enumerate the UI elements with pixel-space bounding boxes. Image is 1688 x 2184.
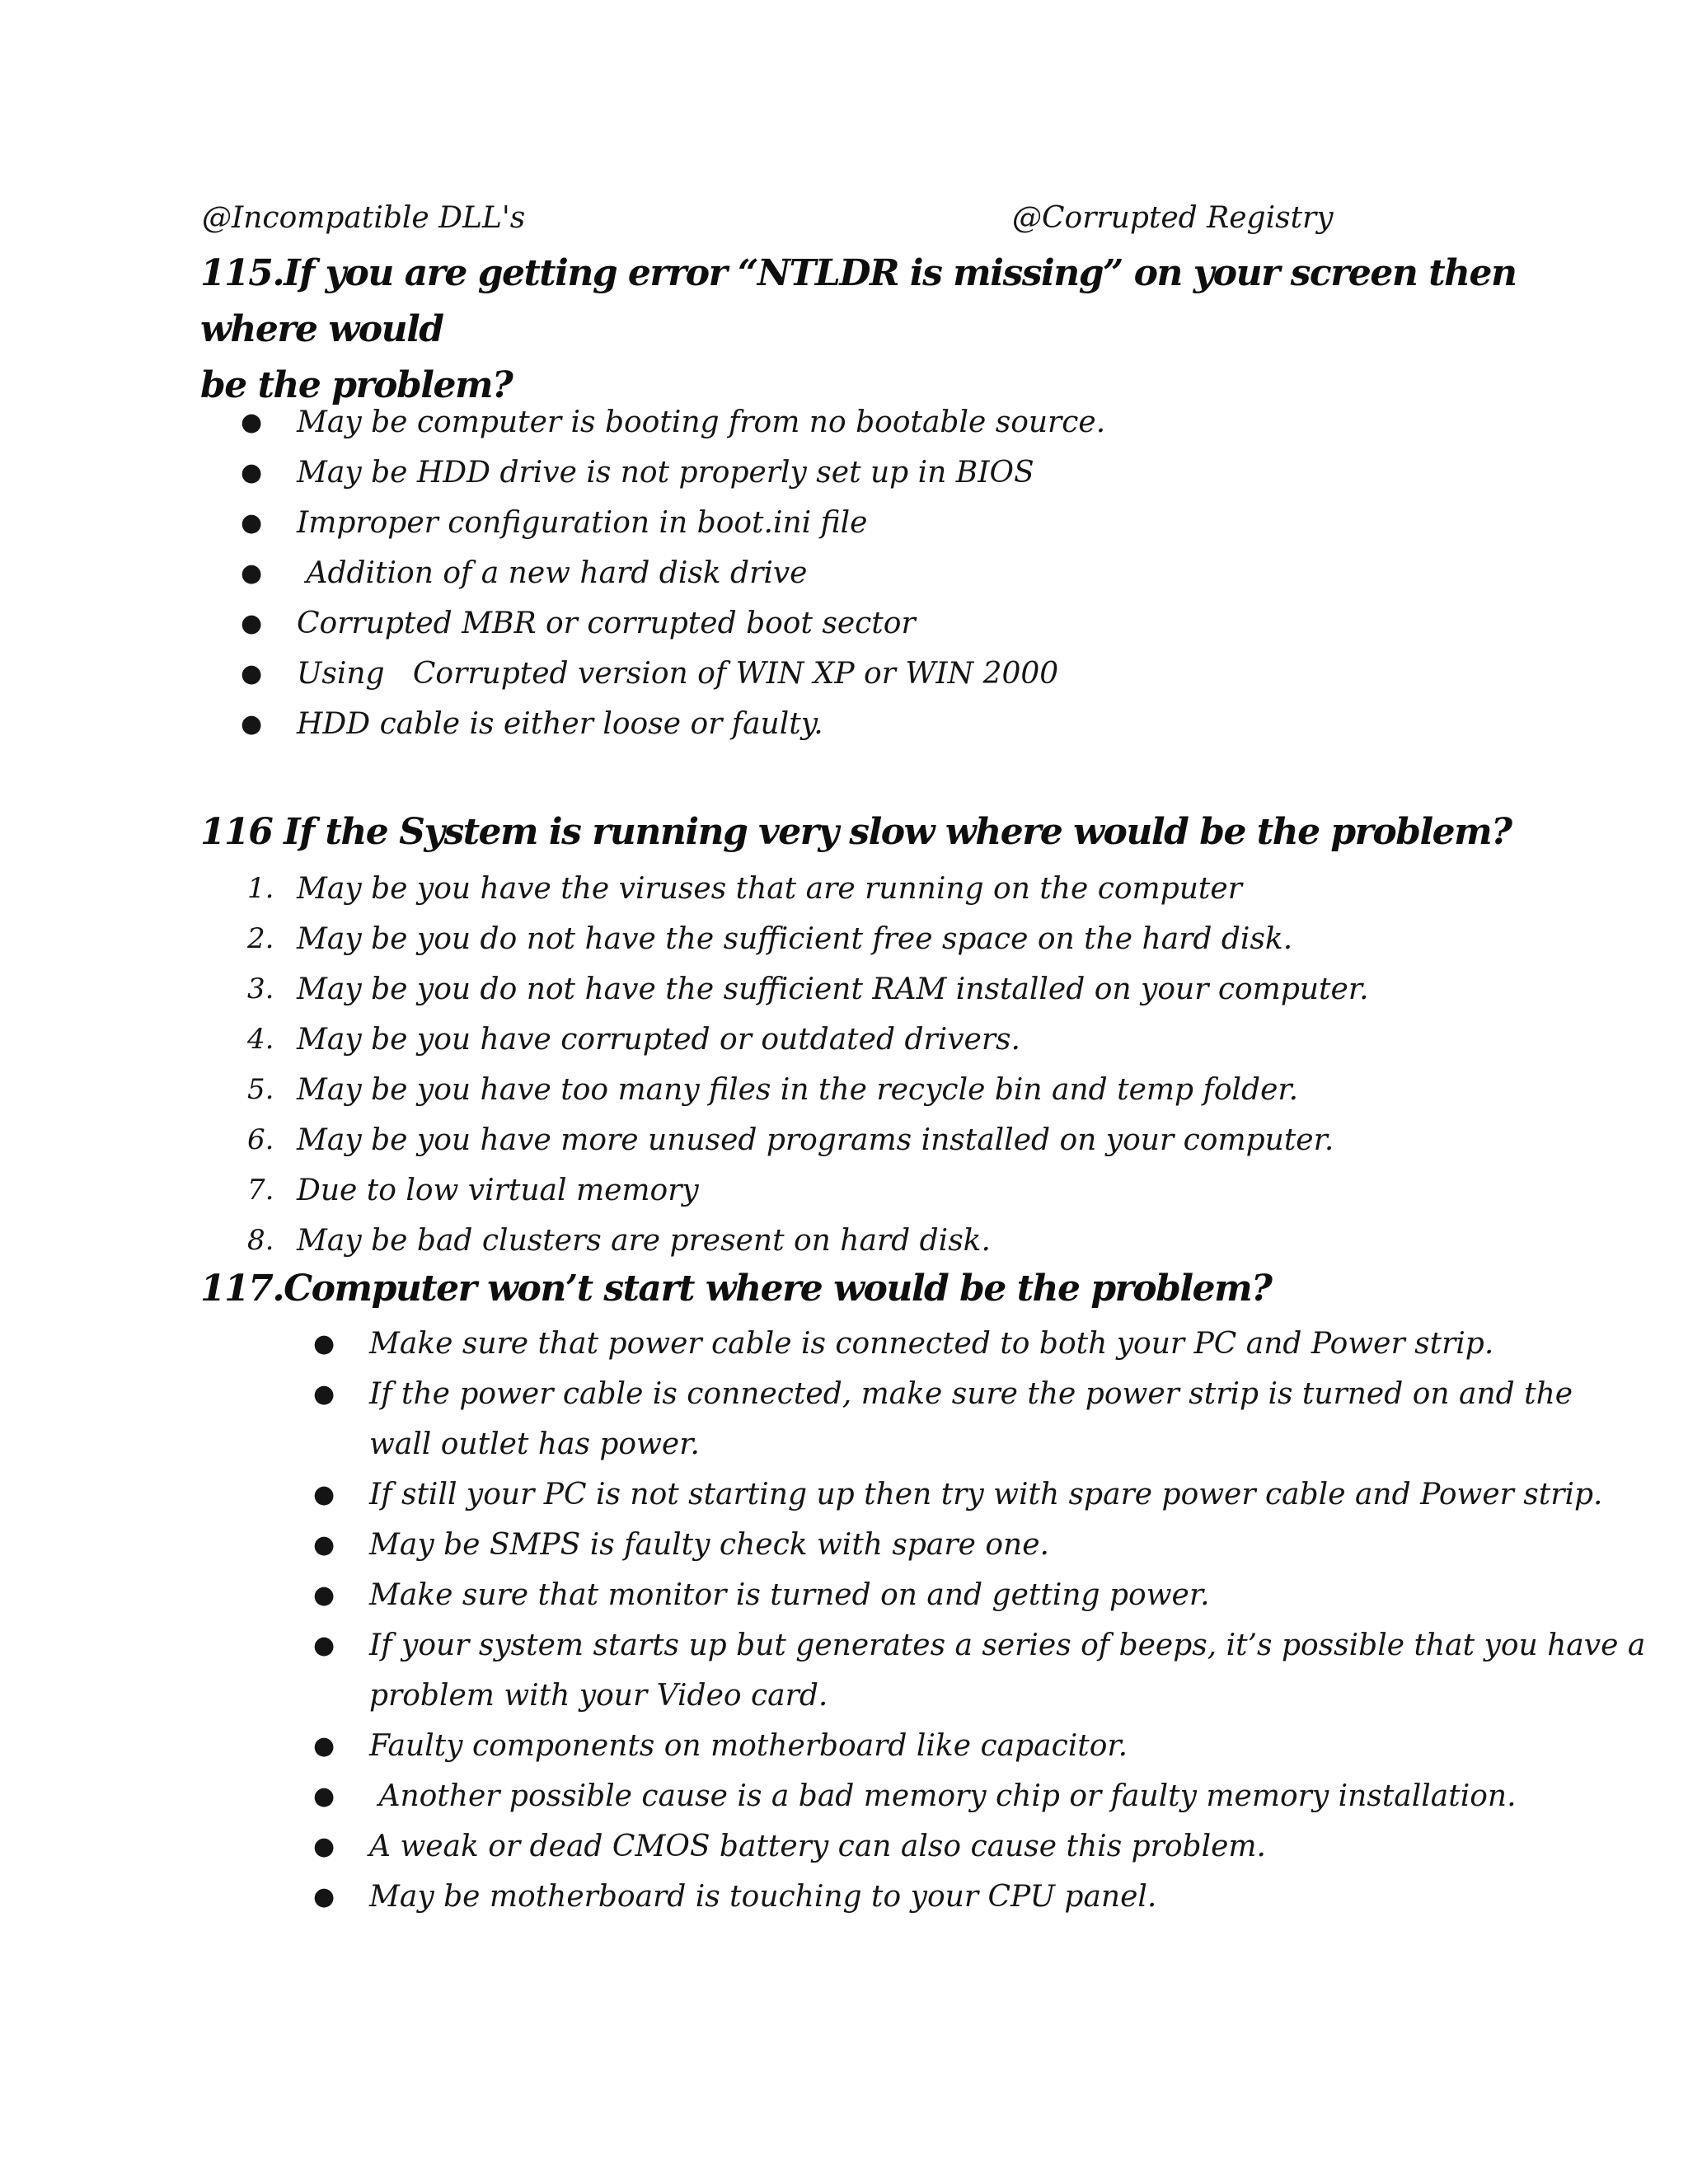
question-117-list	[313, 1319, 1646, 1922]
list-number: 7.	[247, 1174, 274, 1207]
bullet-icon: ●	[241, 559, 263, 588]
list-item: 7. Due to low virtual memory	[297, 1165, 1369, 1216]
list-number: 1.	[247, 872, 274, 905]
list-item: 1. May be you have the viruses that are running on the computer	[297, 864, 1369, 914]
bullet-icon: ●	[313, 1581, 335, 1610]
list-number: 3.	[247, 972, 274, 1005]
question-115-heading	[200, 246, 1519, 414]
list-item: ● Addition of a new hard disk drive	[297, 548, 1105, 598]
list-item: 4. May be you have corrupted or outdated drivers.	[297, 1015, 1369, 1065]
bullet-icon: ●	[313, 1530, 335, 1559]
list-item: ● If still your PC is not starting up then try with spare power cable and Power strip.	[369, 1469, 1645, 1520]
list-item: ● Corrupted MBR or corrupted boot sector	[297, 598, 1105, 649]
list-item: ● Make sure that monitor is turned on and getting power.	[369, 1570, 1645, 1620]
list-item: ● Using Corrupted version of WIN XP or WIN 2000	[297, 649, 1105, 699]
list-item: ● Faulty components on motherboard like capacitor.	[369, 1721, 1645, 1771]
option-incompatible-dlls: @Incompatible DLL's	[202, 201, 526, 235]
list-number: 8.	[247, 1224, 274, 1257]
bullet-icon: ●	[241, 408, 263, 437]
bullet-icon: ●	[241, 509, 263, 537]
option-corrupted-registry: @Corrupted Registry	[1012, 201, 1334, 235]
list-item: ● May be SMPS is faulty check with spare one.	[369, 1520, 1645, 1570]
bullet-icon: ●	[313, 1631, 335, 1660]
list-item: ● HDD cable is either loose or faulty.	[297, 699, 1105, 749]
bullet-icon: ●	[313, 1882, 335, 1911]
list-item: 3. May be you do not have the sufficient RAM installed on your computer.	[297, 964, 1369, 1015]
bullet-icon: ●	[313, 1329, 335, 1358]
bullet-icon: ●	[241, 458, 263, 487]
bullet-icon: ●	[241, 609, 263, 638]
list-item: ● If the power cable is connected, make sure the power strip is turned on and the wall outlet has power.	[369, 1369, 1645, 1469]
list-number: 6.	[247, 1123, 274, 1156]
list-number: 2.	[247, 922, 274, 955]
bullet-icon: ●	[313, 1480, 335, 1509]
list-item: ● May be motherboard is touching to your CPU panel.	[369, 1872, 1645, 1922]
list-item: ● Another possible cause is a bad memory chip or faulty memory installation.	[369, 1771, 1645, 1821]
question-115-heading-line1: 115.If you are getting error “NTLDR is missing” on your screen then where would	[200, 252, 1517, 350]
list-item: ● Make sure that power cable is connected to both your PC and Power strip.	[369, 1319, 1645, 1369]
question-117-heading: 117.Computer won’t start where would be the problem?	[200, 1268, 1272, 1310]
bullet-icon: ●	[313, 1832, 335, 1861]
list-item: 6. May be you have more unused programs installed on your computer.	[297, 1115, 1369, 1165]
question-116-list	[247, 864, 1369, 1266]
list-item: ● May be computer is booting from no bootable source.	[297, 397, 1105, 448]
bullet-icon: ●	[313, 1732, 335, 1760]
bullet-icon: ●	[241, 659, 263, 688]
question-115-heading-line2: be the problem?	[200, 364, 513, 406]
list-item: ● A weak or dead CMOS battery can also cause this problem.	[369, 1821, 1645, 1872]
list-item: 2. May be you do not have the sufficient free space on the hard disk.	[297, 914, 1369, 964]
list-item: 8. May be bad clusters are present on hard disk.	[297, 1216, 1369, 1266]
list-item: ● May be HDD drive is not properly set up in BIOS	[297, 448, 1105, 498]
bullet-icon: ●	[241, 710, 263, 738]
list-item: 5. May be you have too many files in the recycle bin and temp folder.	[297, 1065, 1369, 1115]
list-number: 4.	[247, 1023, 274, 1056]
question-115-list	[241, 397, 1106, 749]
bullet-icon: ●	[313, 1782, 335, 1811]
question-116-heading: 116 If the System is running very slow where would be the problem?	[200, 811, 1512, 853]
list-number: 5.	[247, 1073, 274, 1106]
list-item: ● If your system starts up but generates a series of beeps, it’s possible that you have a problem with your Video card.	[369, 1620, 1645, 1721]
list-item: ● Improper configuration in boot.ini file	[297, 498, 1105, 548]
bullet-icon: ●	[313, 1380, 335, 1408]
